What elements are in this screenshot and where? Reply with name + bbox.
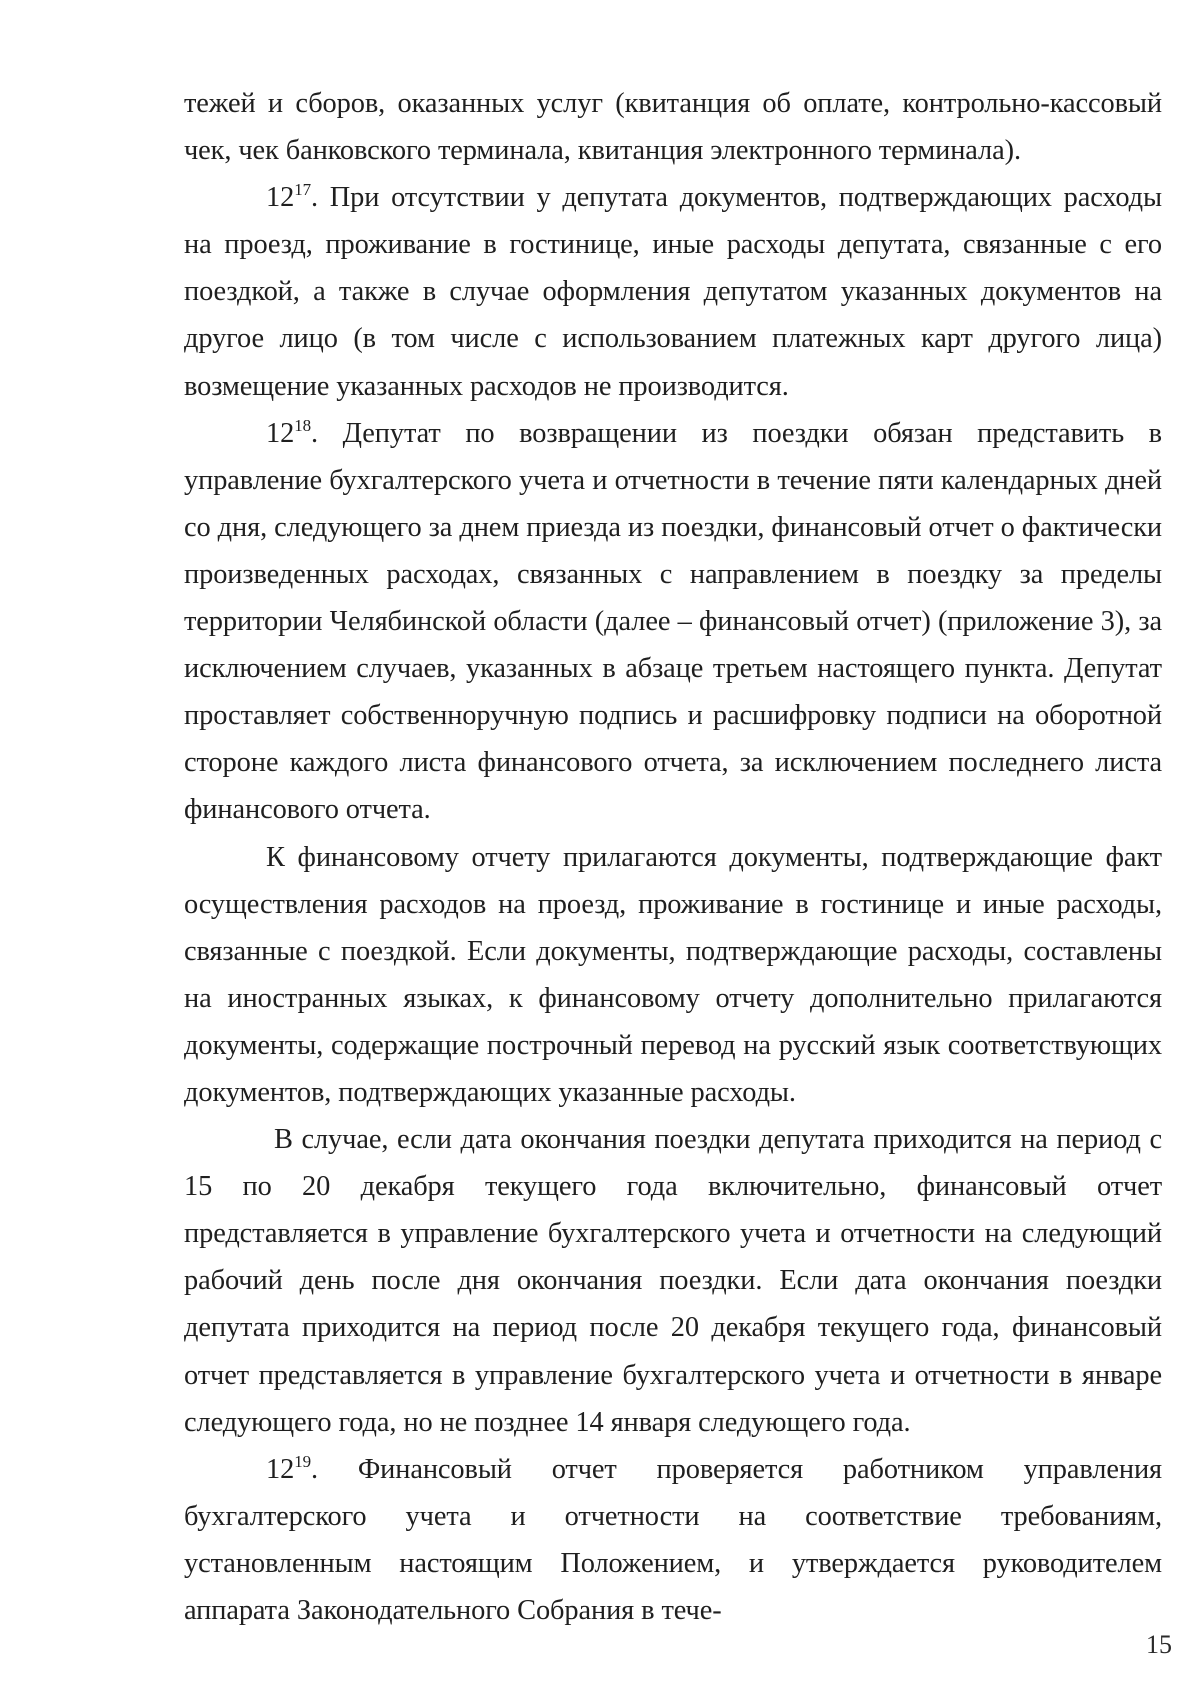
paragraph-december-deadline xyxy=(184,1116,1162,1446)
clause-number: 12 xyxy=(266,1453,295,1485)
paragraph-text: тежей и сборов, оказанных услуг (квитанция об оплате, контрольно-кассовый чек, чек банковского терминала, квитанция электронного терминала). xyxy=(184,88,1162,167)
clause-number: 12 xyxy=(266,417,295,449)
paragraph-12-19 xyxy=(184,1446,1162,1634)
clause-superscript: 18 xyxy=(294,415,312,435)
paragraph-text: . При отсутствии у депутата документов, подтверждающих расходы на проезд, проживание в гостинице, иные расходы депутата, связанные с его поездкой, а также в случае оформления депутатом указанных документов на другое лицо (в том числе с использованием платежных карт другого лица) возмещение указанных расходов не производится. xyxy=(184,182,1162,402)
paragraph-text: . Финансовый отчет проверяется работником управления бухгалтерского учета и отчетности на соответствие требованиям, установленным настоящим Положением, и утверждается руководителем аппарата Законодательного Собрания в тече- xyxy=(184,1453,1162,1626)
clause-superscript: 19 xyxy=(294,1451,312,1471)
paragraph-text: . Депутат по возвращении из поездки обязан представить в управление бухгалтерского учета и отчетности в течение пяти календарных дней со дня, следующего за днем приезда из поездки, финансовый отчет о фактически произведенных расходах, связанных с направлением в поездку за пределы территории Челябинской области (далее – финансовый отчет) (приложение 3), за исключением случаев, указанных в абзаце третьем настоящего пункта. Депутат проставляет собственноручную подпись и расшифровку подписи на оборотной стороне каждого листа финансового отчета, за исключением последнего листа финансового отчета. xyxy=(184,417,1162,826)
page-number: 15 xyxy=(1146,1630,1172,1659)
paragraph-continuation xyxy=(184,80,1162,174)
paragraph-text: В случае, если дата окончания поездки депутата приходится на период с 15 по 20 декабря текущего года включительно, финансовый отчет представляется в управление бухгалтерского учета и отчетности на следующий рабочий день после дня окончания поездки. Если дата окончания поездки депутата приходится на период после 20 декабря текущего года, финансовый отчет представляется в управление бухгалтерского учета и отчетности в январе следующего года, но не позднее 14 января следующего года. xyxy=(184,1124,1162,1438)
paragraph-financial-report-docs xyxy=(184,834,1162,1117)
document-body xyxy=(184,80,1162,1634)
clause-number: 12 xyxy=(266,182,295,214)
paragraph-12-17 xyxy=(184,174,1162,409)
paragraph-12-18 xyxy=(184,410,1162,834)
paragraph-text: К финансовому отчету прилагаются документы, подтверждающие факт осуществления расходов на проезд, проживание в гостинице и иные расходы, связанные с поездкой. Если документы, подтверждающие расходы, составлены на иностранных языках, к финансовому отчету дополнительно прилагаются документы, содержащие построчный перевод на русский язык соответствующих документов, подтверждающих указанные расходы. xyxy=(184,841,1162,1108)
clause-superscript: 17 xyxy=(294,180,312,200)
